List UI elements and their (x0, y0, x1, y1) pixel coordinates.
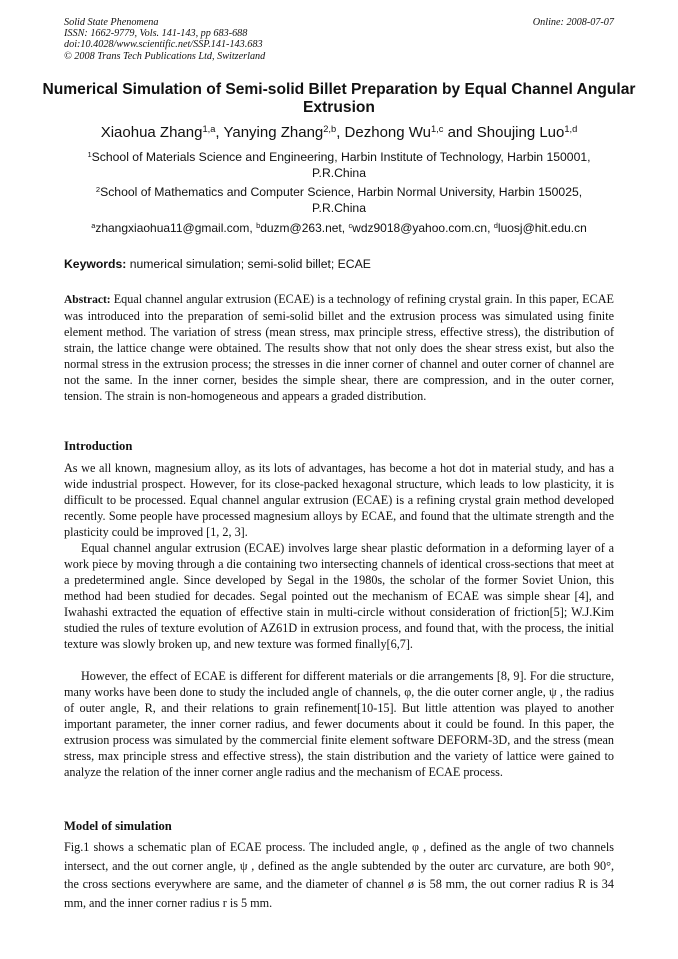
email[interactable]: $^d$luosj@hit.edu.cn (493, 220, 587, 235)
journal-header (64, 17, 265, 62)
journal-name: Solid State Phenomena (64, 17, 159, 28)
issn-line: ISSN: 1662-9779, Vols. 141-143, pp 683-688 (64, 28, 248, 40)
keywords-label: Keywords: (64, 257, 127, 271)
model-paragraph: Fig.1 shows a schematic plan of ECAE process. The included angle, φ , defined as the angle of two channels intersect, and the out corner angle, ψ , defined as the angle subtended by the outer arc curvature, are both 90°, the cross sections everywhere are same, and the diameter of channel ø is 58 mm, the out corner radius R is 34 mm, and the inner corner radius r is 5 mm. (64, 840, 614, 910)
intro-paragraph-2: Equal channel angular extrusion (ECAE) involves large shear plastic deformation in a deforming layer of a work piece by moving through a die containing two intersecting channels of identical cross-sections that meet at a predetermined angle. Since developed by Segal in the 1980s, the scholar of the former Soviet Union, this method had been studied for decades. Segal pointed out the mechanism of ECAE was simple shear [4], and Iwahashi extracted the equation of effective stain in multi-circle without consideration of friction[5]; W.J.Kim studied the rules of texture evolution of AZ61D in extrusion process, and found that, with the process, the initial texture was slowly broken up, and new texture was formed finally[6,7]. (64, 541, 614, 651)
doi-line: doi:10.4028/www.scientific.net/SSP.141-143.683 (64, 39, 263, 51)
intro-paragraph-1: As we all known, magnesium alloy, as its lots of advantages, has become a hot dot in material study, and has a wide industrial prospect. However, for its close-packed hexagonal structure, which leads to low plasticity, it is difficult to be processed. Equal channel angular extrusion (ECAE) is a refining crystal grain method developed recently. Some people have processed magnesium alloys by ECAE, and found that the ultimate strength and the plasticity could be improved [1, 2, 3]. (64, 461, 614, 539)
email[interactable]: $^b$duzm@263.net (256, 220, 342, 235)
email-list: $^a$zhangxiaohua11@gmail.com, $^b$duzm@263.net, $^c$wdz9018@yahoo.com.cn, $^d$luosj@hit.edu.cn (91, 220, 587, 235)
email[interactable]: $^c$wdz9018@yahoo.com.cn (348, 220, 488, 235)
keywords (64, 256, 371, 272)
abstract-text: Equal channel angular extrusion (ECAE) is a technology of refining crystal grain. In this paper, ECAE was introduced into the preparation of semi-solid billet and the extrusion process was simulated using finite element method. The variation of stress (mean stress, max principle stress, effective stress), the distribution of strain, the lattice change were obtained. The results show that not only does the shear stress exist, but also the normal stress in the extrusion process; the stresses in die inner corner of channel and outer corner of channel are not the same. In the inner corner, besides the simple shear, there are compression, and in the outer corner, tension. The strain is non-homogeneous and appears a graded distribution. (64, 292, 614, 403)
affiliation-1: $^1$School of Materials Science and Engineering, Harbin Institute of Technology, Harbin 150001, P.R.China (87, 149, 591, 180)
author: Xiaohua Zhang$^{1,a}$, (100, 123, 224, 141)
author: Shoujing Luo$^{1,d}$ (476, 123, 578, 141)
abstract-label: Abstract: (64, 294, 111, 306)
intro-paragraph-3: However, the effect of ECAE is different for different materials or die arrangements [8, 9]. For die structure, many works have been done to study the included angle of channels, φ, the die outer corner angle, ψ , the radius of outer angle, R, and their relations to grain refinement[10-15]. But little attention was played to another important parameter, the inner corner radius, and fewer documents about it could be found. In this paper, the extrusion process was simulated by the commercial finite element software DEFORM-3D, and the stress (mean stress, max principle stress and effective stress), the stain distribution and the variety of lattice were gained to analyze the relation of the inner corner angle radius and the mechanism of ECAE process. (64, 669, 614, 779)
online-date-text: Online: 2008-07-07 (532, 17, 614, 28)
section-heading-introduction: Introduction (64, 439, 133, 453)
online-date (533, 17, 614, 28)
keywords-text: numerical simulation; semi-solid billet; ECAE (129, 257, 371, 271)
paper-title: Numerical Simulation of Semi-solid Billet Preparation by Equal Channel Angular Extrusion (42, 81, 636, 116)
author: Dezhong Wu$^{1,c}$ and (344, 123, 477, 141)
affiliation-2: $^2$School of Mathematics and Computer Science, Harbin Normal University, Harbin 150025, P.R.China (95, 184, 583, 215)
author-list (40, 123, 638, 143)
author: Yanying Zhang$^{2,b}$, (223, 123, 345, 141)
email[interactable]: $^a$zhangxiaohua11@gmail.com (91, 220, 250, 235)
abstract (64, 291, 614, 404)
section-heading-model: Model of simulation (64, 819, 172, 833)
copyright-line: © 2008 Trans Tech Publications Ltd, Switzerland (64, 50, 266, 62)
